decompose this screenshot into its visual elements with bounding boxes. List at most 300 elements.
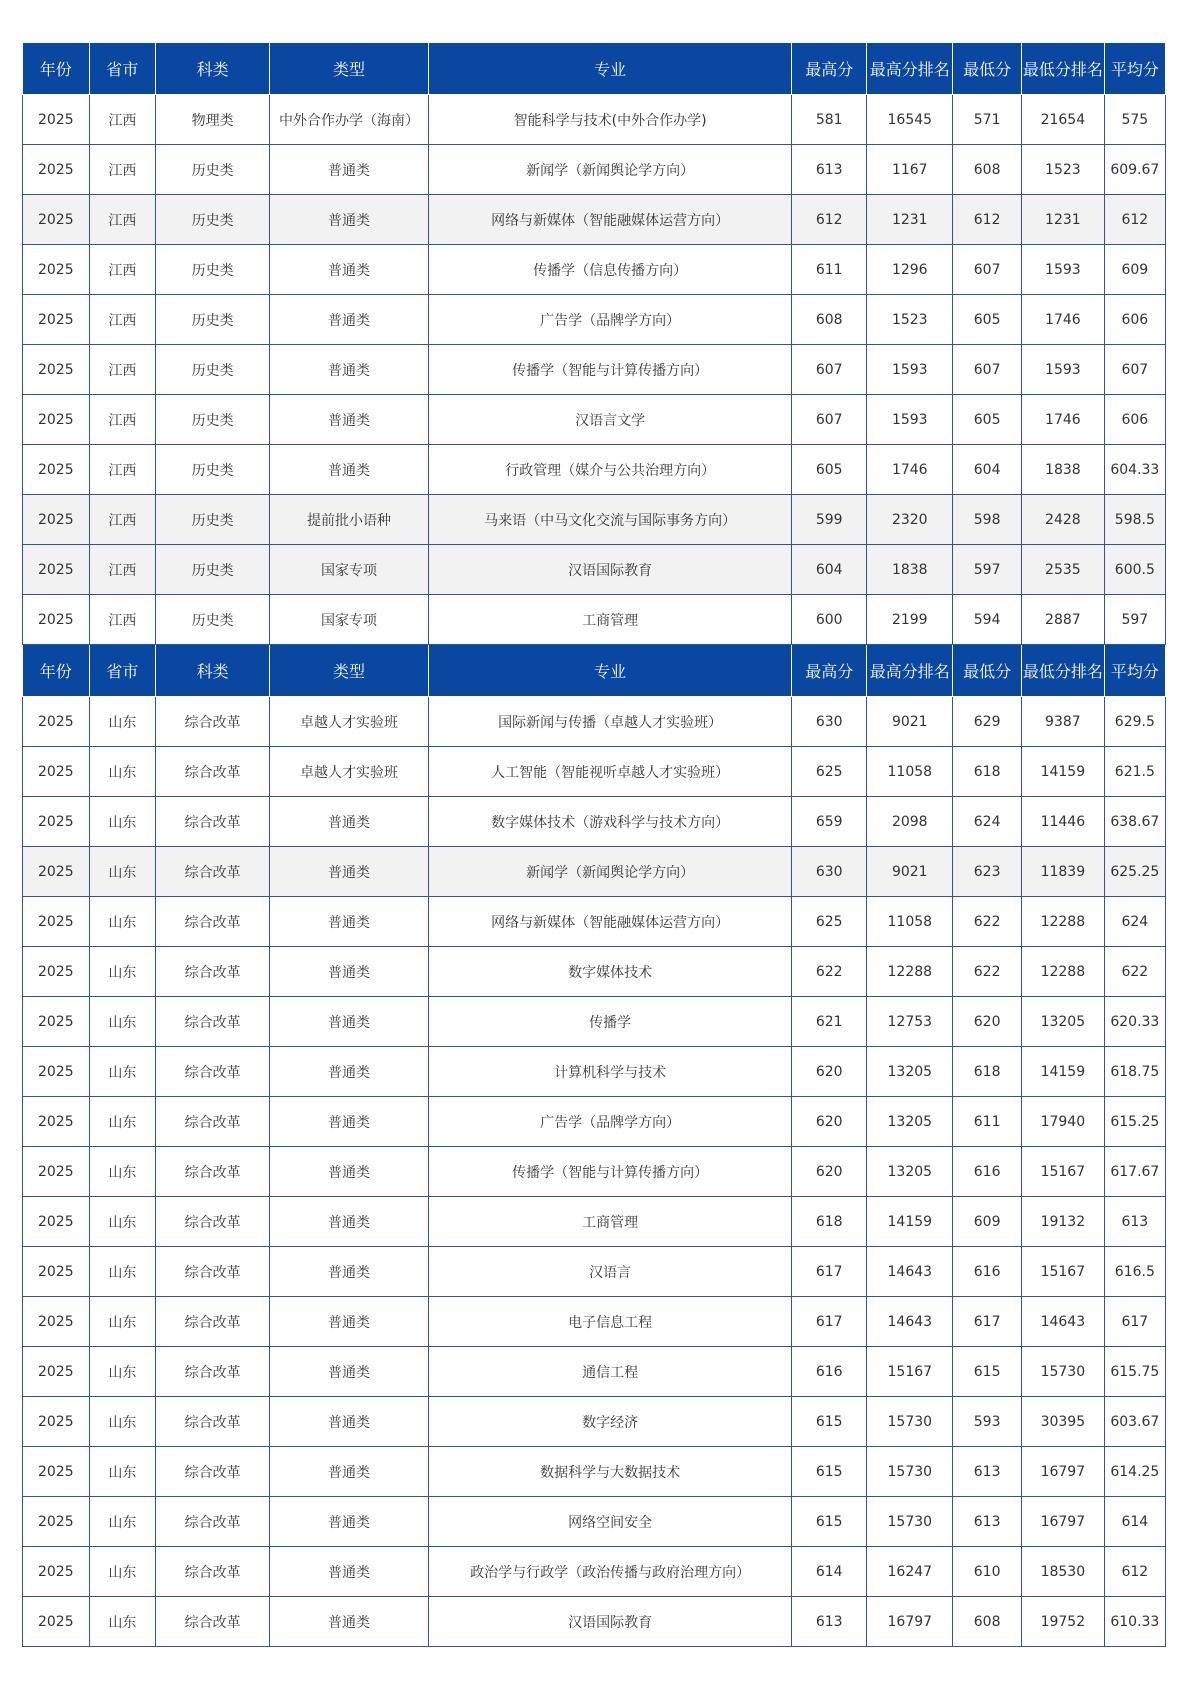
cell-max-score: 617 xyxy=(792,1297,867,1347)
table-row xyxy=(23,495,1166,545)
cell-year: 2025 xyxy=(23,145,90,195)
cell-min-score: 608 xyxy=(953,145,1022,195)
cell-category: 普通类 xyxy=(270,1097,429,1147)
cell-major: 汉语国际教育 xyxy=(429,1597,792,1647)
cell-avg-score: 618.75 xyxy=(1104,1047,1165,1097)
cell-max-score: 581 xyxy=(792,95,867,145)
cell-max-score: 600 xyxy=(792,595,867,645)
column-header-year: 年份 xyxy=(23,43,90,95)
cell-category: 普通类 xyxy=(270,345,429,395)
cell-min-rank: 14159 xyxy=(1022,1047,1105,1097)
cell-year: 2025 xyxy=(23,445,90,495)
cell-min-score: 623 xyxy=(953,847,1022,897)
cell-subject: 历史类 xyxy=(156,445,270,495)
cell-year: 2025 xyxy=(23,1247,90,1297)
cell-min-score: 571 xyxy=(953,95,1022,145)
table-header-row xyxy=(23,645,1166,697)
cell-category: 普通类 xyxy=(270,1047,429,1097)
cell-min-score: 615 xyxy=(953,1347,1022,1397)
cell-max-rank: 1231 xyxy=(867,195,953,245)
cell-max-score: 615 xyxy=(792,1397,867,1447)
table-row xyxy=(23,295,1166,345)
cell-max-score: 615 xyxy=(792,1447,867,1497)
cell-min-score: 607 xyxy=(953,245,1022,295)
table-row xyxy=(23,395,1166,445)
cell-subject: 综合改革 xyxy=(156,1547,270,1597)
cell-province: 江西 xyxy=(89,345,156,395)
cell-category: 中外合作办学（海南） xyxy=(270,95,429,145)
table-row xyxy=(23,1397,1166,1447)
cell-min-rank: 19752 xyxy=(1022,1597,1105,1647)
cell-avg-score: 597 xyxy=(1104,595,1165,645)
cell-max-score: 608 xyxy=(792,295,867,345)
cell-min-score: 593 xyxy=(953,1397,1022,1447)
cell-province: 江西 xyxy=(89,395,156,445)
cell-max-score: 611 xyxy=(792,245,867,295)
cell-subject: 综合改革 xyxy=(156,1497,270,1547)
cell-subject: 综合改革 xyxy=(156,1197,270,1247)
cell-min-rank: 1746 xyxy=(1022,295,1105,345)
cell-min-score: 620 xyxy=(953,997,1022,1047)
cell-year: 2025 xyxy=(23,1297,90,1347)
cell-subject: 物理类 xyxy=(156,95,270,145)
cell-min-rank: 16797 xyxy=(1022,1497,1105,1547)
cell-subject: 综合改革 xyxy=(156,847,270,897)
cell-province: 山东 xyxy=(89,1347,156,1397)
cell-max-score: 617 xyxy=(792,1247,867,1297)
cell-max-score: 618 xyxy=(792,1197,867,1247)
column-header-major: 专业 xyxy=(429,43,792,95)
cell-min-score: 605 xyxy=(953,395,1022,445)
cell-min-score: 629 xyxy=(953,697,1022,747)
cell-min-rank: 15730 xyxy=(1022,1347,1105,1397)
column-header-major: 专业 xyxy=(429,645,792,697)
cell-category: 普通类 xyxy=(270,897,429,947)
table-row xyxy=(23,1547,1166,1597)
cell-min-score: 616 xyxy=(953,1147,1022,1197)
cell-avg-score: 604.33 xyxy=(1104,445,1165,495)
cell-max-score: 620 xyxy=(792,1097,867,1147)
cell-category: 普通类 xyxy=(270,1497,429,1547)
cell-min-rank: 14159 xyxy=(1022,747,1105,797)
cell-min-rank: 1231 xyxy=(1022,195,1105,245)
cell-category: 国家专项 xyxy=(270,545,429,595)
cell-min-rank: 16797 xyxy=(1022,1447,1105,1497)
cell-province: 山东 xyxy=(89,1397,156,1447)
cell-min-rank: 30395 xyxy=(1022,1397,1105,1447)
table-row xyxy=(23,1347,1166,1397)
cell-min-score: 618 xyxy=(953,1047,1022,1097)
cell-max-score: 607 xyxy=(792,345,867,395)
cell-avg-score: 614 xyxy=(1104,1497,1165,1547)
cell-major: 工商管理 xyxy=(429,595,792,645)
cell-subject: 综合改革 xyxy=(156,947,270,997)
cell-year: 2025 xyxy=(23,495,90,545)
cell-year: 2025 xyxy=(23,1547,90,1597)
cell-max-rank: 16545 xyxy=(867,95,953,145)
cell-avg-score: 614.25 xyxy=(1104,1447,1165,1497)
cell-category: 普通类 xyxy=(270,1397,429,1447)
column-header-min-rank: 最低分排名 xyxy=(1022,43,1105,95)
cell-avg-score: 598.5 xyxy=(1104,495,1165,545)
cell-major: 广告学（品牌学方向） xyxy=(429,1097,792,1147)
cell-major: 传播学 xyxy=(429,997,792,1047)
cell-max-score: 622 xyxy=(792,947,867,997)
cell-category: 国家专项 xyxy=(270,595,429,645)
table-row xyxy=(23,797,1166,847)
cell-avg-score: 620.33 xyxy=(1104,997,1165,1047)
cell-year: 2025 xyxy=(23,1097,90,1147)
cell-subject: 历史类 xyxy=(156,395,270,445)
cell-max-rank: 9021 xyxy=(867,697,953,747)
cell-province: 江西 xyxy=(89,545,156,595)
cell-category: 普通类 xyxy=(270,947,429,997)
table-row xyxy=(23,195,1166,245)
cell-avg-score: 607 xyxy=(1104,345,1165,395)
table-row xyxy=(23,1597,1166,1647)
cell-max-rank: 11058 xyxy=(867,897,953,947)
cell-category: 普通类 xyxy=(270,195,429,245)
table-row xyxy=(23,1497,1166,1547)
cell-max-score: 613 xyxy=(792,145,867,195)
cell-major: 汉语言文学 xyxy=(429,395,792,445)
cell-province: 山东 xyxy=(89,1147,156,1197)
cell-max-rank: 12753 xyxy=(867,997,953,1047)
cell-max-rank: 14643 xyxy=(867,1247,953,1297)
cell-min-rank: 14643 xyxy=(1022,1297,1105,1347)
cell-major: 网络空间安全 xyxy=(429,1497,792,1547)
cell-major: 新闻学（新闻舆论学方向） xyxy=(429,847,792,897)
cell-category: 普通类 xyxy=(270,445,429,495)
cell-min-rank: 15167 xyxy=(1022,1247,1105,1297)
cell-year: 2025 xyxy=(23,1497,90,1547)
cell-year: 2025 xyxy=(23,545,90,595)
cell-subject: 历史类 xyxy=(156,345,270,395)
cell-max-score: 620 xyxy=(792,1047,867,1097)
cell-max-score: 615 xyxy=(792,1497,867,1547)
cell-subject: 综合改革 xyxy=(156,1047,270,1097)
cell-subject: 历史类 xyxy=(156,245,270,295)
table-row xyxy=(23,1147,1166,1197)
cell-min-rank: 1746 xyxy=(1022,395,1105,445)
column-header-avg-score: 平均分 xyxy=(1104,645,1165,697)
cell-year: 2025 xyxy=(23,1197,90,1247)
cell-major: 汉语国际教育 xyxy=(429,545,792,595)
cell-min-score: 622 xyxy=(953,947,1022,997)
cell-max-rank: 2098 xyxy=(867,797,953,847)
table-row xyxy=(23,1447,1166,1497)
table-row xyxy=(23,947,1166,997)
cell-year: 2025 xyxy=(23,395,90,445)
cell-min-score: 594 xyxy=(953,595,1022,645)
cell-major: 马来语（中马文化交流与国际事务方向） xyxy=(429,495,792,545)
cell-category: 普通类 xyxy=(270,847,429,897)
cell-major: 数据科学与大数据技术 xyxy=(429,1447,792,1497)
cell-max-rank: 15730 xyxy=(867,1447,953,1497)
column-header-max-rank: 最高分排名 xyxy=(867,645,953,697)
cell-major: 人工智能（智能视听卓越人才实验班） xyxy=(429,747,792,797)
cell-avg-score: 606 xyxy=(1104,395,1165,445)
cell-min-rank: 12288 xyxy=(1022,947,1105,997)
cell-province: 山东 xyxy=(89,1247,156,1297)
cell-avg-score: 575 xyxy=(1104,95,1165,145)
admission-score-table xyxy=(22,42,1166,1647)
cell-avg-score: 622 xyxy=(1104,947,1165,997)
cell-year: 2025 xyxy=(23,295,90,345)
table-header-row xyxy=(23,43,1166,95)
cell-category: 普通类 xyxy=(270,1597,429,1647)
table-row xyxy=(23,697,1166,747)
cell-year: 2025 xyxy=(23,595,90,645)
cell-category: 普通类 xyxy=(270,1547,429,1597)
table-row xyxy=(23,747,1166,797)
cell-major: 网络与新媒体（智能融媒体运营方向） xyxy=(429,897,792,947)
cell-year: 2025 xyxy=(23,95,90,145)
cell-avg-score: 625.25 xyxy=(1104,847,1165,897)
cell-province: 山东 xyxy=(89,1447,156,1497)
cell-min-rank: 1593 xyxy=(1022,245,1105,295)
cell-max-rank: 1838 xyxy=(867,545,953,595)
cell-province: 山东 xyxy=(89,1047,156,1097)
cell-major: 传播学（信息传播方向） xyxy=(429,245,792,295)
cell-province: 江西 xyxy=(89,445,156,495)
cell-min-rank: 9387 xyxy=(1022,697,1105,747)
cell-subject: 历史类 xyxy=(156,295,270,345)
table-row xyxy=(23,1247,1166,1297)
cell-min-score: 618 xyxy=(953,747,1022,797)
cell-province: 江西 xyxy=(89,495,156,545)
cell-subject: 综合改革 xyxy=(156,1347,270,1397)
cell-min-score: 604 xyxy=(953,445,1022,495)
cell-year: 2025 xyxy=(23,195,90,245)
cell-province: 江西 xyxy=(89,245,156,295)
cell-min-rank: 13205 xyxy=(1022,997,1105,1047)
cell-major: 传播学（智能与计算传播方向） xyxy=(429,1147,792,1197)
cell-min-rank: 21654 xyxy=(1022,95,1105,145)
cell-category: 普通类 xyxy=(270,1247,429,1297)
cell-subject: 综合改革 xyxy=(156,897,270,947)
cell-year: 2025 xyxy=(23,1147,90,1197)
cell-min-score: 613 xyxy=(953,1447,1022,1497)
cell-subject: 综合改革 xyxy=(156,997,270,1047)
cell-subject: 历史类 xyxy=(156,145,270,195)
cell-year: 2025 xyxy=(23,947,90,997)
cell-subject: 综合改革 xyxy=(156,1097,270,1147)
cell-min-rank: 2428 xyxy=(1022,495,1105,545)
cell-max-score: 630 xyxy=(792,697,867,747)
cell-max-rank: 16797 xyxy=(867,1597,953,1647)
cell-subject: 综合改革 xyxy=(156,1597,270,1647)
cell-subject: 综合改革 xyxy=(156,1447,270,1497)
cell-avg-score: 615.75 xyxy=(1104,1347,1165,1397)
cell-min-rank: 11446 xyxy=(1022,797,1105,847)
column-header-avg-score: 平均分 xyxy=(1104,43,1165,95)
cell-max-score: 625 xyxy=(792,897,867,947)
cell-max-rank: 11058 xyxy=(867,747,953,797)
cell-category: 普通类 xyxy=(270,1447,429,1497)
cell-max-score: 625 xyxy=(792,747,867,797)
column-header-category: 类型 xyxy=(270,43,429,95)
cell-avg-score: 615.25 xyxy=(1104,1097,1165,1147)
column-header-category: 类型 xyxy=(270,645,429,697)
column-header-subject: 科类 xyxy=(156,43,270,95)
cell-min-score: 616 xyxy=(953,1247,1022,1297)
cell-province: 山东 xyxy=(89,747,156,797)
cell-province: 江西 xyxy=(89,145,156,195)
cell-avg-score: 609.67 xyxy=(1104,145,1165,195)
cell-avg-score: 606 xyxy=(1104,295,1165,345)
cell-subject: 综合改革 xyxy=(156,1247,270,1297)
cell-avg-score: 613 xyxy=(1104,1197,1165,1247)
cell-min-score: 609 xyxy=(953,1197,1022,1247)
cell-subject: 历史类 xyxy=(156,495,270,545)
cell-province: 山东 xyxy=(89,997,156,1047)
cell-avg-score: 612 xyxy=(1104,195,1165,245)
cell-category: 卓越人才实验班 xyxy=(270,747,429,797)
cell-category: 普通类 xyxy=(270,997,429,1047)
cell-year: 2025 xyxy=(23,1047,90,1097)
cell-max-rank: 15730 xyxy=(867,1397,953,1447)
cell-avg-score: 617 xyxy=(1104,1297,1165,1347)
cell-category: 普通类 xyxy=(270,295,429,345)
table-row xyxy=(23,445,1166,495)
cell-max-rank: 1523 xyxy=(867,295,953,345)
cell-major: 智能科学与技术(中外合作办学) xyxy=(429,95,792,145)
cell-province: 山东 xyxy=(89,1097,156,1147)
cell-province: 山东 xyxy=(89,1547,156,1597)
cell-year: 2025 xyxy=(23,1347,90,1397)
cell-max-score: 604 xyxy=(792,545,867,595)
cell-max-rank: 13205 xyxy=(867,1047,953,1097)
cell-major: 通信工程 xyxy=(429,1347,792,1397)
cell-max-score: 605 xyxy=(792,445,867,495)
cell-province: 江西 xyxy=(89,295,156,345)
cell-max-rank: 2199 xyxy=(867,595,953,645)
cell-max-rank: 14159 xyxy=(867,1197,953,1247)
cell-max-rank: 1296 xyxy=(867,245,953,295)
cell-max-rank: 14643 xyxy=(867,1297,953,1347)
cell-max-rank: 9021 xyxy=(867,847,953,897)
cell-min-score: 622 xyxy=(953,897,1022,947)
cell-avg-score: 600.5 xyxy=(1104,545,1165,595)
column-header-subject: 科类 xyxy=(156,645,270,697)
column-header-max-score: 最高分 xyxy=(792,645,867,697)
cell-max-rank: 12288 xyxy=(867,947,953,997)
cell-year: 2025 xyxy=(23,797,90,847)
cell-avg-score: 638.67 xyxy=(1104,797,1165,847)
cell-major: 网络与新媒体（智能融媒体运营方向） xyxy=(429,195,792,245)
table-row xyxy=(23,847,1166,897)
cell-max-rank: 2320 xyxy=(867,495,953,545)
cell-min-score: 607 xyxy=(953,345,1022,395)
column-header-province: 省市 xyxy=(89,645,156,697)
cell-min-score: 611 xyxy=(953,1097,1022,1147)
column-header-year: 年份 xyxy=(23,645,90,697)
cell-province: 山东 xyxy=(89,1597,156,1647)
table-row xyxy=(23,897,1166,947)
cell-min-rank: 12288 xyxy=(1022,897,1105,947)
column-header-min-score: 最低分 xyxy=(953,645,1022,697)
cell-min-score: 613 xyxy=(953,1497,1022,1547)
cell-major: 广告学（品牌学方向） xyxy=(429,295,792,345)
cell-major: 汉语言 xyxy=(429,1247,792,1297)
cell-max-score: 607 xyxy=(792,395,867,445)
cell-subject: 历史类 xyxy=(156,545,270,595)
cell-province: 江西 xyxy=(89,195,156,245)
table-row xyxy=(23,245,1166,295)
cell-max-score: 616 xyxy=(792,1347,867,1397)
cell-major: 新闻学（新闻舆论学方向） xyxy=(429,145,792,195)
cell-major: 计算机科学与技术 xyxy=(429,1047,792,1097)
cell-avg-score: 624 xyxy=(1104,897,1165,947)
cell-year: 2025 xyxy=(23,897,90,947)
cell-year: 2025 xyxy=(23,1597,90,1647)
table-row xyxy=(23,345,1166,395)
cell-min-rank: 19132 xyxy=(1022,1197,1105,1247)
cell-min-score: 624 xyxy=(953,797,1022,847)
cell-subject: 历史类 xyxy=(156,595,270,645)
cell-province: 山东 xyxy=(89,1197,156,1247)
cell-year: 2025 xyxy=(23,997,90,1047)
cell-min-score: 617 xyxy=(953,1297,1022,1347)
cell-min-rank: 1838 xyxy=(1022,445,1105,495)
cell-max-score: 621 xyxy=(792,997,867,1047)
cell-year: 2025 xyxy=(23,245,90,295)
cell-province: 山东 xyxy=(89,797,156,847)
cell-min-rank: 17940 xyxy=(1022,1097,1105,1147)
cell-subject: 综合改革 xyxy=(156,797,270,847)
cell-subject: 综合改革 xyxy=(156,1297,270,1347)
cell-max-score: 620 xyxy=(792,1147,867,1197)
cell-year: 2025 xyxy=(23,1397,90,1447)
column-header-max-score: 最高分 xyxy=(792,43,867,95)
cell-category: 卓越人才实验班 xyxy=(270,697,429,747)
table-row xyxy=(23,1197,1166,1247)
cell-avg-score: 621.5 xyxy=(1104,747,1165,797)
cell-major: 国际新闻与传播（卓越人才实验班） xyxy=(429,697,792,747)
cell-major: 数字媒体技术 xyxy=(429,947,792,997)
cell-max-rank: 16247 xyxy=(867,1547,953,1597)
cell-province: 江西 xyxy=(89,95,156,145)
cell-province: 山东 xyxy=(89,1497,156,1547)
cell-min-score: 597 xyxy=(953,545,1022,595)
cell-category: 普通类 xyxy=(270,395,429,445)
cell-category: 普通类 xyxy=(270,797,429,847)
cell-avg-score: 610.33 xyxy=(1104,1597,1165,1647)
cell-max-score: 659 xyxy=(792,797,867,847)
cell-max-rank: 15167 xyxy=(867,1347,953,1397)
cell-max-score: 613 xyxy=(792,1597,867,1647)
cell-year: 2025 xyxy=(23,847,90,897)
cell-max-rank: 13205 xyxy=(867,1097,953,1147)
table-row xyxy=(23,545,1166,595)
cell-major: 传播学（智能与计算传播方向） xyxy=(429,345,792,395)
cell-min-rank: 2535 xyxy=(1022,545,1105,595)
table-row xyxy=(23,595,1166,645)
cell-year: 2025 xyxy=(23,345,90,395)
cell-min-rank: 15167 xyxy=(1022,1147,1105,1197)
cell-max-score: 614 xyxy=(792,1547,867,1597)
column-header-max-rank: 最高分排名 xyxy=(867,43,953,95)
cell-min-score: 605 xyxy=(953,295,1022,345)
cell-avg-score: 629.5 xyxy=(1104,697,1165,747)
cell-category: 普通类 xyxy=(270,1347,429,1397)
cell-min-score: 612 xyxy=(953,195,1022,245)
cell-category: 普通类 xyxy=(270,145,429,195)
cell-category: 普通类 xyxy=(270,245,429,295)
cell-min-score: 608 xyxy=(953,1597,1022,1647)
cell-max-rank: 1746 xyxy=(867,445,953,495)
